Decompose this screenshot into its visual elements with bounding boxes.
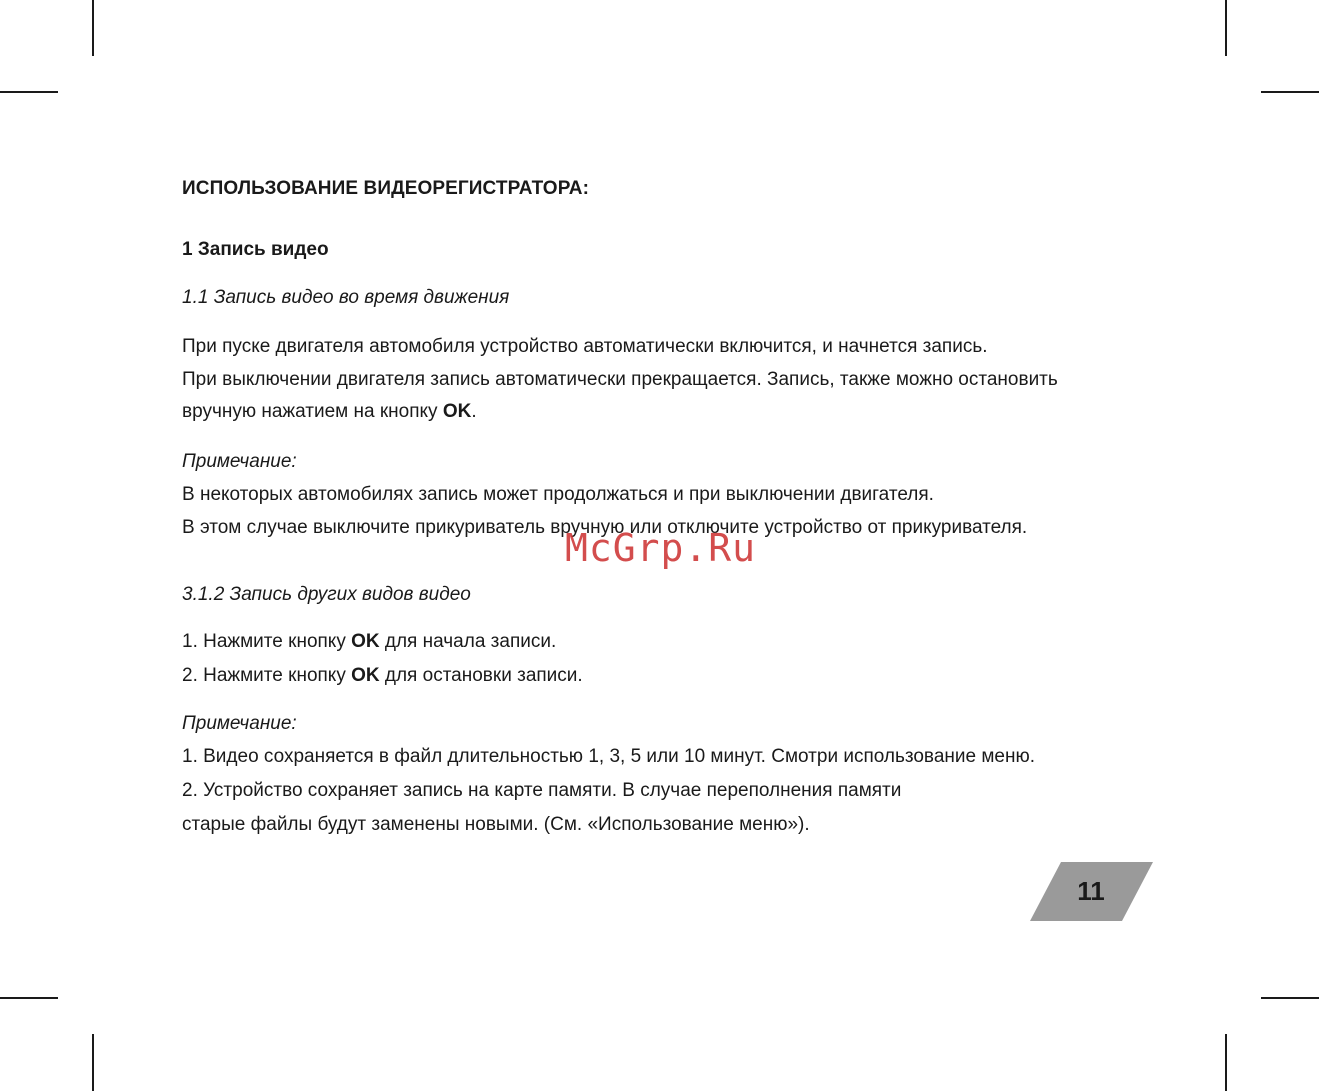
paragraph-line: При выключении двигателя запись автоматически прекращается. Запись, также можно остановить — [182, 369, 1058, 390]
ok-button-label: OK — [351, 665, 380, 686]
crop-mark-bottom-right-horizontal — [1261, 997, 1319, 999]
note-line: 2. Устройство сохраняет запись на карте памяти. В случае переполнения памяти — [182, 780, 902, 801]
crop-mark-top-left-horizontal — [0, 91, 58, 93]
text-fragment: для остановки записи. — [379, 665, 583, 686]
ok-button-label: OK — [442, 401, 472, 422]
crop-mark-bottom-left-horizontal — [0, 997, 58, 999]
text-fragment: 2. Нажмите кнопку — [182, 665, 352, 686]
note-line: В этом случае выключите прикуриватель вручную или отключите устройство от прикуривателя. — [182, 517, 1028, 538]
step-item — [182, 664, 583, 688]
note-line: старые файлы будут заменены новыми. (См. «Использование меню»). — [182, 814, 810, 835]
text-fragment: вручную нажатием на кнопку — [182, 401, 443, 422]
step-item — [182, 630, 556, 654]
ok-button-label: OK — [351, 631, 380, 652]
note-label: Примечание: — [182, 451, 297, 472]
section-heading-recording: 1 Запись видео — [182, 239, 329, 260]
text-fragment: 1. Нажмите кнопку — [182, 631, 352, 652]
page-title: ИСПОЛЬЗОВАНИЕ ВИДЕОРЕГИСТРАТОРА: — [182, 178, 590, 199]
text-fragment: . — [471, 401, 477, 422]
note-line: 1. Видео сохраняется в файл длительностью 1, 3, 5 или 10 минут. Смотри использование меню. — [182, 746, 1035, 767]
subheading-recording-while-driving: 1.1 Запись видео во время движения — [182, 287, 510, 308]
subheading-other-recording: 3.1.2 Запись других видов видео — [182, 584, 471, 605]
paragraph-line — [182, 400, 477, 424]
paragraph-line: При пуске двигателя автомобиля устройство автоматически включится, и начнется запись. — [182, 336, 988, 357]
crop-mark-top-right-vertical — [1225, 0, 1227, 56]
crop-mark-bottom-right-vertical — [1225, 1034, 1227, 1091]
text-fragment: для начала записи. — [379, 631, 557, 652]
page-number-tab — [1030, 862, 1154, 921]
note-line: В некоторых автомобилях запись может продолжаться и при выключении двигателя. — [182, 484, 934, 505]
crop-mark-top-right-horizontal — [1261, 91, 1319, 93]
crop-mark-bottom-left-vertical — [92, 1034, 94, 1091]
crop-mark-top-left-vertical — [92, 0, 94, 56]
page-number: 11 — [1077, 876, 1105, 906]
note-label: Примечание: — [182, 713, 297, 734]
watermark-logo: McGrp.Ru — [565, 526, 757, 570]
